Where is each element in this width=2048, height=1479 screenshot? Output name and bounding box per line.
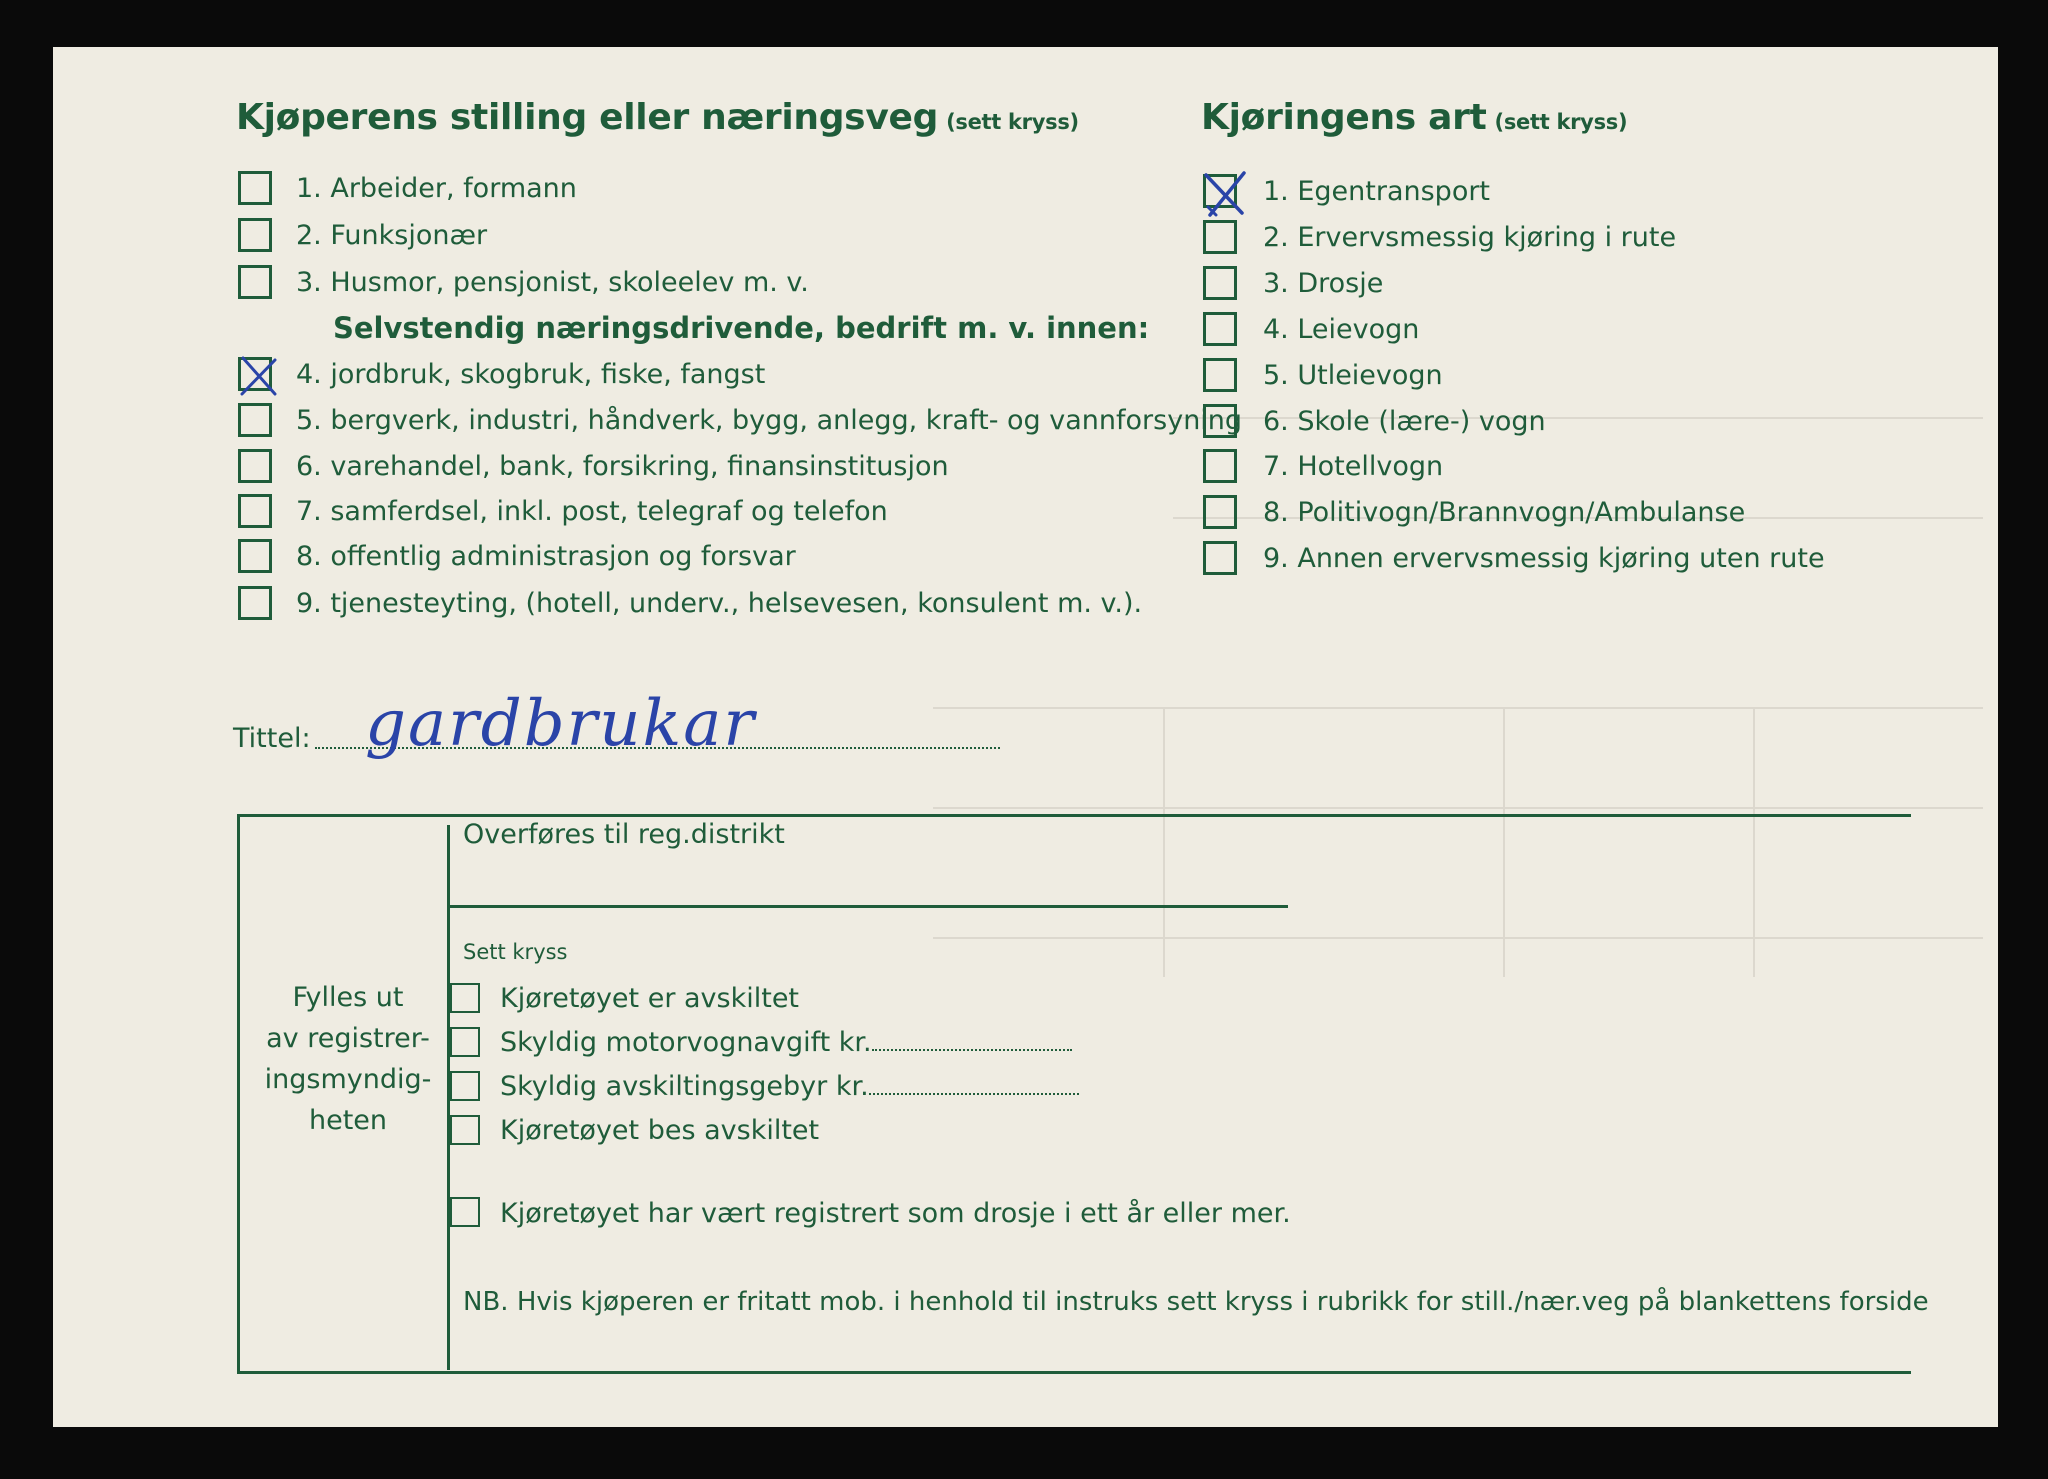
left-item-1-label: 1. Arbeider, formann: [296, 173, 577, 204]
checkbox-left-3[interactable]: [238, 265, 272, 299]
checkbox-right-4[interactable]: [1203, 312, 1237, 346]
registry-box-bottom: [237, 1371, 1911, 1374]
left-item-7-label: 7. samferdsel, inkl. post, telegraf og telefon: [296, 496, 888, 527]
side-label-line-3: ingsmyndig-: [264, 1064, 432, 1095]
checkbox-right-1[interactable]: [1203, 174, 1237, 208]
right-item-7-label: 7. Hotellvogn: [1263, 451, 1444, 482]
side-label-line-2: av registrer-: [266, 1023, 430, 1054]
checkbox-left-2[interactable]: [238, 218, 272, 252]
checkmark-x-icon: [237, 354, 281, 398]
avskiltingsgebyr-text: Skyldig avskiltingsgebyr kr.: [500, 1071, 869, 1102]
left-item-6-label: 6. varehandel, bank, forsikring, finansinstitusjon: [296, 451, 949, 482]
checkbox-right-3[interactable]: [1203, 266, 1237, 300]
transfer-underline: [450, 905, 1288, 908]
tittel-value[interactable]: gardbrukar: [365, 687, 756, 761]
checkbox-drosje-ett-ar[interactable]: [450, 1197, 480, 1227]
bleed-through-line: [933, 807, 1983, 809]
right-title-note: (sett kryss): [1494, 110, 1628, 134]
right-item-1-label: 1. Egentransport: [1263, 176, 1491, 207]
side-label-line-1: Fylles ut: [292, 982, 404, 1013]
motorvognavgift-label: [500, 1027, 1072, 1058]
checkbox-avskiltingsgebyr[interactable]: [450, 1071, 480, 1101]
checkbox-avskiltet[interactable]: [450, 983, 480, 1013]
registry-box-left: [237, 814, 240, 1374]
checkbox-left-9[interactable]: [238, 586, 272, 620]
bleed-through-line: [933, 707, 1983, 709]
self-employed-subheading: Selvstendig næringsdrivende, bedrift m. v. innen:: [333, 311, 1150, 345]
right-title-text: Kjøringens art: [1201, 97, 1487, 138]
side-label-line-4: heten: [308, 1105, 388, 1136]
left-item-3-label: 3. Husmor, pensjonist, skoleelev m. v.: [296, 267, 809, 298]
motorvognavgift-amount-field[interactable]: [872, 1049, 1072, 1051]
checkbox-left-8[interactable]: [238, 539, 272, 573]
registry-side-label: [253, 977, 443, 1141]
right-item-8-label: 8. Politivogn/Brannvogn/Ambulanse: [1263, 497, 1746, 528]
transfer-label: Overføres til reg.distrikt: [463, 819, 785, 850]
avskiltingsgebyr-amount-field[interactable]: [869, 1093, 1079, 1095]
checkbox-right-6[interactable]: [1203, 404, 1237, 438]
checkbox-left-7[interactable]: [238, 494, 272, 528]
checkbox-left-4[interactable]: [238, 357, 272, 391]
left-item-8-label: 8. offentlig administrasjon og forsvar: [296, 541, 796, 572]
checkbox-right-8[interactable]: [1203, 495, 1237, 529]
bleed-through-line: [933, 937, 1983, 939]
checkbox-right-2[interactable]: [1203, 220, 1237, 254]
checkbox-left-1[interactable]: [238, 171, 272, 205]
checkbox-left-6[interactable]: [238, 449, 272, 483]
registry-box-top: [237, 814, 1911, 817]
right-item-4-label: 4. Leievogn: [1263, 314, 1420, 345]
left-title-note: (sett kryss): [946, 110, 1079, 134]
sett-kryss-label: Sett kryss: [463, 940, 568, 964]
left-item-2-label: 2. Funksjonær: [296, 220, 488, 251]
bleed-through-line: [1753, 707, 1755, 977]
avskiltet-label: Kjøretøyet er avskiltet: [500, 983, 800, 1014]
checkbox-motorvognavgift[interactable]: [450, 1027, 480, 1057]
left-item-5-label: 5. bergverk, industri, håndverk, bygg, anlegg, kraft- og vannforsyning: [296, 405, 1243, 436]
bleed-through-line: [1503, 707, 1505, 977]
right-item-3-label: 3. Drosje: [1263, 268, 1384, 299]
checkbox-bes-avskiltet[interactable]: [450, 1115, 480, 1145]
checkbox-left-5[interactable]: [238, 403, 272, 437]
tittel-label: Tittel:: [233, 723, 311, 754]
form-sheet: [53, 47, 1998, 1427]
checkbox-right-5[interactable]: [1203, 358, 1237, 392]
bleed-through-title: [1053, 217, 1065, 267]
right-item-6-label: 6. Skole (lære-) vogn: [1263, 406, 1546, 437]
right-item-2-label: 2. Ervervsmessig kjøring i rute: [1263, 222, 1677, 253]
checkmark-x-icon: [1202, 171, 1248, 217]
left-section-title: [236, 97, 1079, 138]
nb-note: NB. Hvis kjøperen er fritatt mob. i henhold til instruks sett kryss i rubrikk for still./nær.veg på blankettens forside: [463, 1287, 1929, 1317]
checkbox-right-9[interactable]: [1203, 541, 1237, 575]
left-title-text: Kjøperens stilling eller næringsveg: [236, 97, 939, 138]
left-item-9-label: 9. tjenesteyting, (hotell, underv., helsevesen, konsulent m. v.).: [296, 588, 1143, 619]
right-section-title: [1201, 97, 1627, 138]
motorvognavgift-text: Skyldig motorvognavgift kr.: [500, 1027, 872, 1058]
right-item-5-label: 5. Utleievogn: [1263, 360, 1443, 391]
left-item-4-label: 4. jordbruk, skogbruk, fiske, fangst: [296, 359, 766, 390]
avskiltingsgebyr-label: [500, 1071, 1079, 1102]
bleed-through-line: [1163, 707, 1165, 977]
checkbox-right-7[interactable]: [1203, 449, 1237, 483]
right-item-9-label: 9. Annen ervervsmessig kjøring uten rute: [1263, 543, 1825, 574]
drosje-ett-ar-label: Kjøretøyet har vært registrert som drosje i ett år eller mer.: [500, 1198, 1291, 1229]
bes-avskiltet-label: Kjøretøyet bes avskiltet: [500, 1115, 820, 1146]
